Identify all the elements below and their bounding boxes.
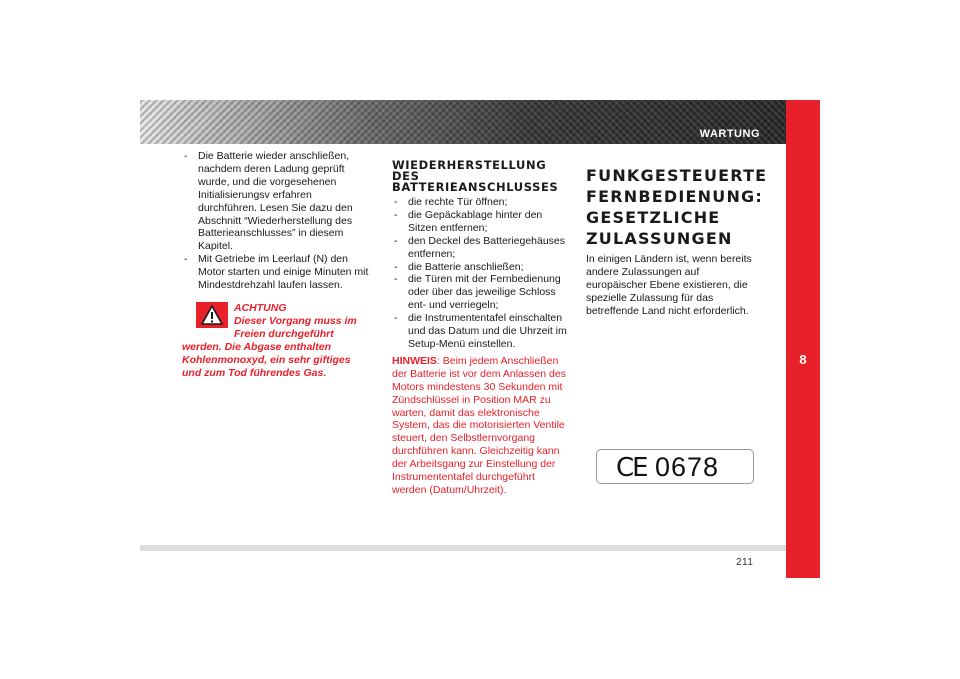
- note-text: : Beim jedem Anschließen der Batterie ist vor dem Anlassen des Motors mindestens 30 Sekunden mit Zündschlüssel in Position MAR zu warten, damit das elektronische System, das die motorisierten Ventile steuert, den Selbstlernvorgang durchführen kann. Gleichzeitig kann der Arbeitsgang zur Einstellung der Instrumententafel durchgeführt werden (Datum/Uhrzeit).: [392, 354, 566, 496]
- page-number: 211: [736, 557, 754, 568]
- warning-box: [182, 302, 372, 379]
- list-item: - die rechte Tür öffnen;: [392, 196, 572, 209]
- note-paragraph: [392, 355, 572, 497]
- list-item: - den Deckel des Batteriegehäuses entfernen;: [392, 235, 572, 261]
- ce-certification-label: [596, 449, 754, 484]
- steps-list: [182, 150, 370, 292]
- list-item: - die Instrumententafel einschalten und das Datum und die Uhrzeit im Setup-Menü einstellen.: [392, 312, 572, 351]
- list-item: - die Gepäckablage hinter den Sitzen entfernen;: [392, 209, 572, 235]
- note-label: HINWEIS: [392, 354, 437, 367]
- section-title: WARTUNG: [699, 128, 760, 140]
- body-text: In einigen Ländern ist, wenn bereits andere Zulassungen auf europäischer Ebene existieren, die spezielle Zulassung für das betreffende Land nicht erforderlich.: [586, 253, 752, 317]
- list-item: - Mit Getriebe im Leerlauf (N) den Motor starten und einige Minuten mit Mindestdrehzahl laufen lassen.: [182, 253, 370, 292]
- list-item: - Die Batterie wieder anschließen, nachdem deren Ladung geprüft wurde, und die vorgesehenen Initialisierungsv erfahren durchführen. Lesen Sie dazu den Abschnitt “Wiederherstellung des Batterieanschlusses” in diesem Kapitel.: [182, 150, 370, 253]
- column-2: [392, 160, 572, 497]
- chapter-tab: [786, 100, 820, 578]
- list-item: - die Türen mit der Fernbedienung oder über das jeweilige Schloss ent- und verriegeln;: [392, 273, 572, 312]
- page-heading: FUNKGESTEUERTE FERNBEDIENUNG: GESETZLICHE ZULASSUNGEN: [586, 166, 768, 248]
- list-item: - die Batterie anschließen;: [392, 261, 572, 274]
- column-1: [182, 150, 370, 379]
- warning-triangle-icon: [196, 302, 228, 328]
- header-band: [140, 100, 786, 144]
- ce-mark-icon: CE: [616, 453, 647, 483]
- column-3: [586, 165, 768, 318]
- ce-number: 0678: [655, 452, 720, 482]
- steps-list: [392, 196, 572, 351]
- footer-bar: [140, 545, 786, 551]
- warning-text: Dieser Vorgang muss im Freien durchgeführt werden. Die Abgase enthalten Kohlenmonoxyd, ein sehr giftiges und zum Tod führendes Gas.: [182, 314, 357, 379]
- section-heading: WIEDERHERSTELLUNG DES BATTERIEANSCHLUSSES: [392, 158, 559, 194]
- chapter-number: 8: [799, 352, 807, 367]
- warning-title: ACHTUNG: [234, 301, 287, 314]
